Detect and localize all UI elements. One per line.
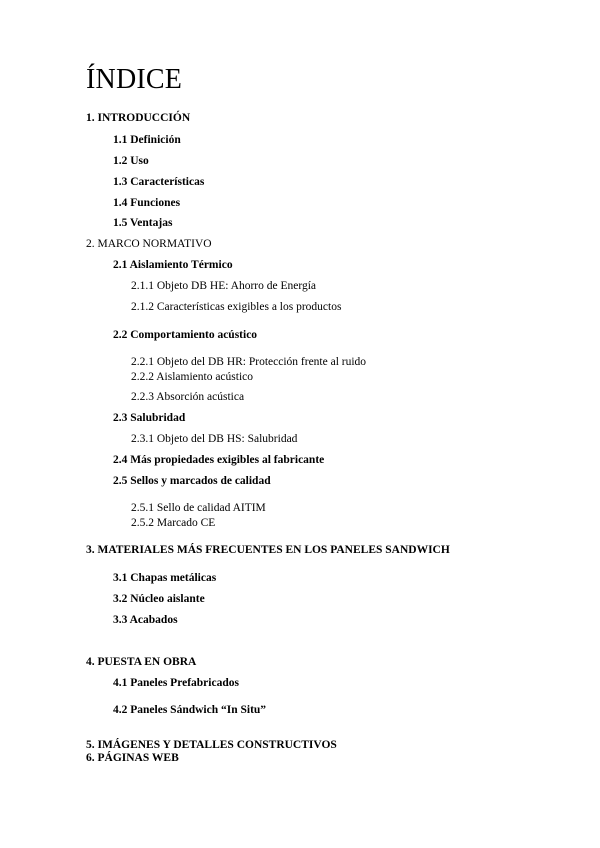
toc-entry-2-2-1: 2.2.1 Objeto del DB HR: Protección frente al ruido [131, 356, 367, 368]
toc-entry-1-3: 1.3 Características [113, 176, 205, 188]
toc-entry-2-4: 2.4 Más propiedades exigibles al fabricante [113, 454, 325, 466]
toc-entry-3-3: 3.3 Acabados [113, 614, 178, 626]
toc-entry-2-1-1: 2.1.1 Objeto DB HE: Ahorro de Energía [131, 280, 317, 292]
toc-entry-4-1: 4.1 Paneles Prefabricados [113, 677, 239, 689]
toc-entry-4: 4. PUESTA EN OBRA [86, 656, 197, 668]
toc-entry-2-5: 2.5 Sellos y marcados de calidad [113, 475, 271, 487]
toc-entry-2-1: 2.1 Aislamiento Térmico [113, 259, 233, 271]
toc-entry-4-2: 4.2 Paneles Sándwich “In Situ” [113, 704, 267, 716]
toc-entry-2-5-2: 2.5.2 Marcado CE [131, 517, 216, 529]
toc-entry-1-1: 1.1 Definición [113, 134, 181, 146]
toc-entry-3-2: 3.2 Núcleo aislante [113, 593, 205, 605]
index-title: ÍNDICE [86, 64, 183, 95]
toc-entry-1-4: 1.4 Funciones [113, 197, 181, 209]
toc-entry-2: 2. MARCO NORMATIVO [86, 238, 212, 250]
toc-entry-5: 5. IMÁGENES Y DETALLES CONSTRUCTIVOS [86, 739, 337, 751]
toc-entry-2-5-1: 2.5.1 Sello de calidad AITIM [131, 502, 266, 514]
toc-entry-3: 3. MATERIALES MÁS FRECUENTES EN LOS PANELES SANDWICH [86, 544, 450, 556]
toc-entry-2-3-1: 2.3.1 Objeto del DB HS: Salubridad [131, 433, 298, 445]
toc-entry-2-3: 2.3 Salubridad [113, 412, 186, 424]
toc-entry-6: 6. PÁGINAS WEB [86, 752, 179, 764]
toc-entry-1-2: 1.2 Uso [113, 155, 149, 167]
toc-entry-2-2-2: 2.2.2 Aislamiento acústico [131, 371, 254, 383]
toc-entry-1-5: 1.5 Ventajas [113, 217, 173, 229]
toc-entry-2-2: 2.2 Comportamiento acústico [113, 329, 258, 341]
toc-entry-2-1-2: 2.1.2 Características exigibles a los productos [131, 301, 342, 313]
toc-entry-1: 1. INTRODUCCIÓN [86, 112, 191, 124]
toc-entry-3-1: 3.1 Chapas metálicas [113, 572, 217, 584]
toc-entry-2-2-3: 2.2.3 Absorción acústica [131, 391, 245, 403]
